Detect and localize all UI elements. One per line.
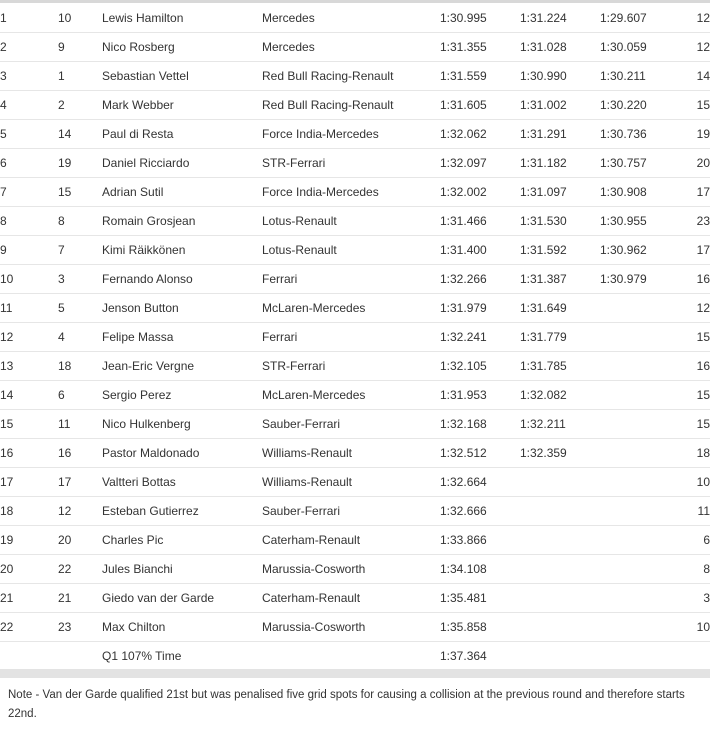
- q1-time-cell: 1:31.400: [440, 236, 520, 265]
- position-cell: 13: [0, 352, 58, 381]
- laps-cell: 12: [680, 4, 710, 33]
- q3-time-cell: 1:30.757: [600, 149, 680, 178]
- driver-cell: Sergio Perez: [102, 381, 262, 410]
- driver-cell: Jenson Button: [102, 294, 262, 323]
- q3-time-cell: 1:30.908: [600, 178, 680, 207]
- position-cell: 8: [0, 207, 58, 236]
- footer-laps-cell: [680, 642, 710, 671]
- q1-time-cell: 1:35.858: [440, 613, 520, 642]
- table-row: [0, 352, 710, 381]
- q3-time-cell: 1:30.955: [600, 207, 680, 236]
- laps-cell: 11: [680, 497, 710, 526]
- team-cell: Lotus-Renault: [262, 207, 440, 236]
- driver-cell: Esteban Gutierrez: [102, 497, 262, 526]
- driver-cell: Sebastian Vettel: [102, 62, 262, 91]
- driver-cell: Fernando Alonso: [102, 265, 262, 294]
- position-cell: 22: [0, 613, 58, 642]
- driver-cell: Kimi Räikkönen: [102, 236, 262, 265]
- car-number-cell: 9: [58, 33, 102, 62]
- position-cell: 5: [0, 120, 58, 149]
- car-number-cell: 16: [58, 439, 102, 468]
- table-row: [0, 439, 710, 468]
- driver-cell: Felipe Massa: [102, 323, 262, 352]
- q3-time-cell: [600, 555, 680, 584]
- car-number-cell: 12: [58, 497, 102, 526]
- q1-time-cell: 1:32.266: [440, 265, 520, 294]
- team-cell: Force India-Mercedes: [262, 120, 440, 149]
- table-row: [0, 323, 710, 352]
- q3-time-cell: 1:30.962: [600, 236, 680, 265]
- car-number-cell: 17: [58, 468, 102, 497]
- table-row: [0, 149, 710, 178]
- q1-time-cell: 1:32.168: [440, 410, 520, 439]
- driver-cell: Mark Webber: [102, 91, 262, 120]
- table-row: [0, 33, 710, 62]
- q1-time-cell: 1:32.097: [440, 149, 520, 178]
- team-cell: Mercedes: [262, 4, 440, 33]
- results-body: [0, 4, 710, 642]
- table-row: [0, 62, 710, 91]
- q1-time-cell: 1:32.062: [440, 120, 520, 149]
- table-row: [0, 236, 710, 265]
- team-cell: Williams-Renault: [262, 468, 440, 497]
- q1-time-cell: 1:30.995: [440, 4, 520, 33]
- team-cell: McLaren-Mercedes: [262, 381, 440, 410]
- car-number-cell: 14: [58, 120, 102, 149]
- q1-time-cell: 1:32.002: [440, 178, 520, 207]
- driver-cell: Nico Hulkenberg: [102, 410, 262, 439]
- driver-cell: Paul di Resta: [102, 120, 262, 149]
- q1-107-label: Q1 107% Time: [102, 642, 262, 671]
- laps-cell: 18: [680, 439, 710, 468]
- table-row: [0, 178, 710, 207]
- table-row: [0, 381, 710, 410]
- laps-cell: 10: [680, 613, 710, 642]
- footer-no-cell: [58, 642, 102, 671]
- q1-107-percent-row: [0, 642, 710, 671]
- q2-time-cell: [520, 555, 600, 584]
- laps-cell: 8: [680, 555, 710, 584]
- q3-time-cell: [600, 497, 680, 526]
- q1-time-cell: 1:34.108: [440, 555, 520, 584]
- position-cell: 19: [0, 526, 58, 555]
- q2-time-cell: 1:32.211: [520, 410, 600, 439]
- position-cell: 14: [0, 381, 58, 410]
- table-row: [0, 584, 710, 613]
- team-cell: Ferrari: [262, 265, 440, 294]
- table-row: [0, 207, 710, 236]
- q2-time-cell: 1:31.530: [520, 207, 600, 236]
- team-cell: Red Bull Racing-Renault: [262, 62, 440, 91]
- q2-time-cell: 1:31.785: [520, 352, 600, 381]
- position-cell: 11: [0, 294, 58, 323]
- driver-cell: Charles Pic: [102, 526, 262, 555]
- car-number-cell: 22: [58, 555, 102, 584]
- position-cell: 18: [0, 497, 58, 526]
- team-cell: Caterham-Renault: [262, 584, 440, 613]
- car-number-cell: 4: [58, 323, 102, 352]
- q1-time-cell: 1:32.666: [440, 497, 520, 526]
- car-number-cell: 21: [58, 584, 102, 613]
- penalty-note: Note - Van der Garde qualified 21st but was penalised five grid spots for causing a collision at the previous round and therefore starts 22nd.: [8, 689, 685, 720]
- driver-cell: Giedo van der Garde: [102, 584, 262, 613]
- q3-time-cell: [600, 410, 680, 439]
- q1-107-time: 1:37.364: [440, 642, 520, 671]
- q1-time-cell: 1:31.466: [440, 207, 520, 236]
- q3-time-cell: [600, 613, 680, 642]
- q2-time-cell: 1:32.082: [520, 381, 600, 410]
- laps-cell: 14: [680, 62, 710, 91]
- laps-cell: 17: [680, 178, 710, 207]
- position-cell: 17: [0, 468, 58, 497]
- position-cell: 10: [0, 265, 58, 294]
- team-cell: Lotus-Renault: [262, 236, 440, 265]
- q1-time-cell: 1:32.105: [440, 352, 520, 381]
- q2-time-cell: [520, 613, 600, 642]
- car-number-cell: 18: [58, 352, 102, 381]
- table-row: [0, 265, 710, 294]
- q3-time-cell: [600, 468, 680, 497]
- q2-time-cell: [520, 584, 600, 613]
- team-cell: Caterham-Renault: [262, 526, 440, 555]
- q3-time-cell: 1:30.059: [600, 33, 680, 62]
- table-row: [0, 497, 710, 526]
- table-row: [0, 120, 710, 149]
- q3-time-cell: [600, 526, 680, 555]
- driver-cell: Daniel Ricciardo: [102, 149, 262, 178]
- q2-time-cell: 1:30.990: [520, 62, 600, 91]
- q3-time-cell: 1:29.607: [600, 4, 680, 33]
- laps-cell: 3: [680, 584, 710, 613]
- car-number-cell: 3: [58, 265, 102, 294]
- position-cell: 4: [0, 91, 58, 120]
- q2-time-cell: 1:31.779: [520, 323, 600, 352]
- table-row: [0, 468, 710, 497]
- position-cell: 21: [0, 584, 58, 613]
- position-cell: 1: [0, 4, 58, 33]
- q1-time-cell: 1:31.605: [440, 91, 520, 120]
- team-cell: Marussia-Cosworth: [262, 613, 440, 642]
- qualifying-results-table: [0, 4, 710, 671]
- q2-time-cell: 1:31.387: [520, 265, 600, 294]
- q1-time-cell: 1:31.979: [440, 294, 520, 323]
- table-row: [0, 294, 710, 323]
- footer-pos-cell: [0, 642, 58, 671]
- laps-cell: 6: [680, 526, 710, 555]
- q3-time-cell: [600, 352, 680, 381]
- table-row: [0, 91, 710, 120]
- q1-time-cell: 1:31.953: [440, 381, 520, 410]
- footer-q3-cell: [600, 642, 680, 671]
- position-cell: 12: [0, 323, 58, 352]
- laps-cell: 17: [680, 236, 710, 265]
- team-cell: Force India-Mercedes: [262, 178, 440, 207]
- driver-cell: Romain Grosjean: [102, 207, 262, 236]
- laps-cell: 20: [680, 149, 710, 178]
- laps-cell: 23: [680, 207, 710, 236]
- car-number-cell: 6: [58, 381, 102, 410]
- position-cell: 6: [0, 149, 58, 178]
- car-number-cell: 8: [58, 207, 102, 236]
- car-number-cell: 2: [58, 91, 102, 120]
- position-cell: 20: [0, 555, 58, 584]
- car-number-cell: 10: [58, 4, 102, 33]
- laps-cell: 16: [680, 352, 710, 381]
- team-cell: Mercedes: [262, 33, 440, 62]
- team-cell: Sauber-Ferrari: [262, 497, 440, 526]
- table-row: [0, 4, 710, 33]
- q3-time-cell: [600, 381, 680, 410]
- q3-time-cell: [600, 439, 680, 468]
- driver-cell: Adrian Sutil: [102, 178, 262, 207]
- q2-time-cell: 1:31.592: [520, 236, 600, 265]
- q3-time-cell: 1:30.979: [600, 265, 680, 294]
- position-cell: 16: [0, 439, 58, 468]
- car-number-cell: 7: [58, 236, 102, 265]
- q3-time-cell: 1:30.211: [600, 62, 680, 91]
- car-number-cell: 5: [58, 294, 102, 323]
- team-cell: Red Bull Racing-Renault: [262, 91, 440, 120]
- laps-cell: 15: [680, 91, 710, 120]
- q2-time-cell: 1:32.359: [520, 439, 600, 468]
- driver-cell: Jules Bianchi: [102, 555, 262, 584]
- car-number-cell: 19: [58, 149, 102, 178]
- q2-time-cell: 1:31.291: [520, 120, 600, 149]
- q2-time-cell: 1:31.097: [520, 178, 600, 207]
- q1-time-cell: 1:33.866: [440, 526, 520, 555]
- position-cell: 15: [0, 410, 58, 439]
- table-row: [0, 555, 710, 584]
- team-cell: STR-Ferrari: [262, 352, 440, 381]
- table-row: [0, 526, 710, 555]
- q2-time-cell: [520, 497, 600, 526]
- team-cell: Williams-Renault: [262, 439, 440, 468]
- laps-cell: 16: [680, 265, 710, 294]
- separator-band: [0, 669, 710, 678]
- q3-time-cell: [600, 323, 680, 352]
- position-cell: 9: [0, 236, 58, 265]
- q2-time-cell: 1:31.649: [520, 294, 600, 323]
- team-cell: STR-Ferrari: [262, 149, 440, 178]
- team-cell: McLaren-Mercedes: [262, 294, 440, 323]
- laps-cell: 12: [680, 33, 710, 62]
- driver-cell: Valtteri Bottas: [102, 468, 262, 497]
- q1-time-cell: 1:35.481: [440, 584, 520, 613]
- team-cell: Ferrari: [262, 323, 440, 352]
- q2-time-cell: [520, 526, 600, 555]
- driver-cell: Max Chilton: [102, 613, 262, 642]
- footer-team-cell: [262, 642, 440, 671]
- driver-cell: Pastor Maldonado: [102, 439, 262, 468]
- q1-time-cell: 1:31.355: [440, 33, 520, 62]
- driver-cell: Jean-Eric Vergne: [102, 352, 262, 381]
- q2-time-cell: 1:31.224: [520, 4, 600, 33]
- q3-time-cell: [600, 584, 680, 613]
- position-cell: 3: [0, 62, 58, 91]
- q2-time-cell: [520, 468, 600, 497]
- team-cell: Sauber-Ferrari: [262, 410, 440, 439]
- position-cell: 7: [0, 178, 58, 207]
- car-number-cell: 20: [58, 526, 102, 555]
- team-cell: Marussia-Cosworth: [262, 555, 440, 584]
- car-number-cell: 1: [58, 62, 102, 91]
- q3-time-cell: [600, 294, 680, 323]
- q2-time-cell: 1:31.002: [520, 91, 600, 120]
- q3-time-cell: 1:30.736: [600, 120, 680, 149]
- laps-cell: 12: [680, 294, 710, 323]
- footer-q2-cell: [520, 642, 600, 671]
- car-number-cell: 11: [58, 410, 102, 439]
- q1-time-cell: 1:32.241: [440, 323, 520, 352]
- driver-cell: Nico Rosberg: [102, 33, 262, 62]
- q1-time-cell: 1:31.559: [440, 62, 520, 91]
- laps-cell: 10: [680, 468, 710, 497]
- table-row: [0, 410, 710, 439]
- driver-cell: Lewis Hamilton: [102, 4, 262, 33]
- q3-time-cell: 1:30.220: [600, 91, 680, 120]
- laps-cell: 15: [680, 323, 710, 352]
- car-number-cell: 23: [58, 613, 102, 642]
- laps-cell: 15: [680, 410, 710, 439]
- q1-time-cell: 1:32.664: [440, 468, 520, 497]
- top-divider: [0, 0, 710, 3]
- table-row: [0, 613, 710, 642]
- q2-time-cell: 1:31.028: [520, 33, 600, 62]
- q2-time-cell: 1:31.182: [520, 149, 600, 178]
- q1-time-cell: 1:32.512: [440, 439, 520, 468]
- laps-cell: 19: [680, 120, 710, 149]
- position-cell: 2: [0, 33, 58, 62]
- car-number-cell: 15: [58, 178, 102, 207]
- laps-cell: 15: [680, 381, 710, 410]
